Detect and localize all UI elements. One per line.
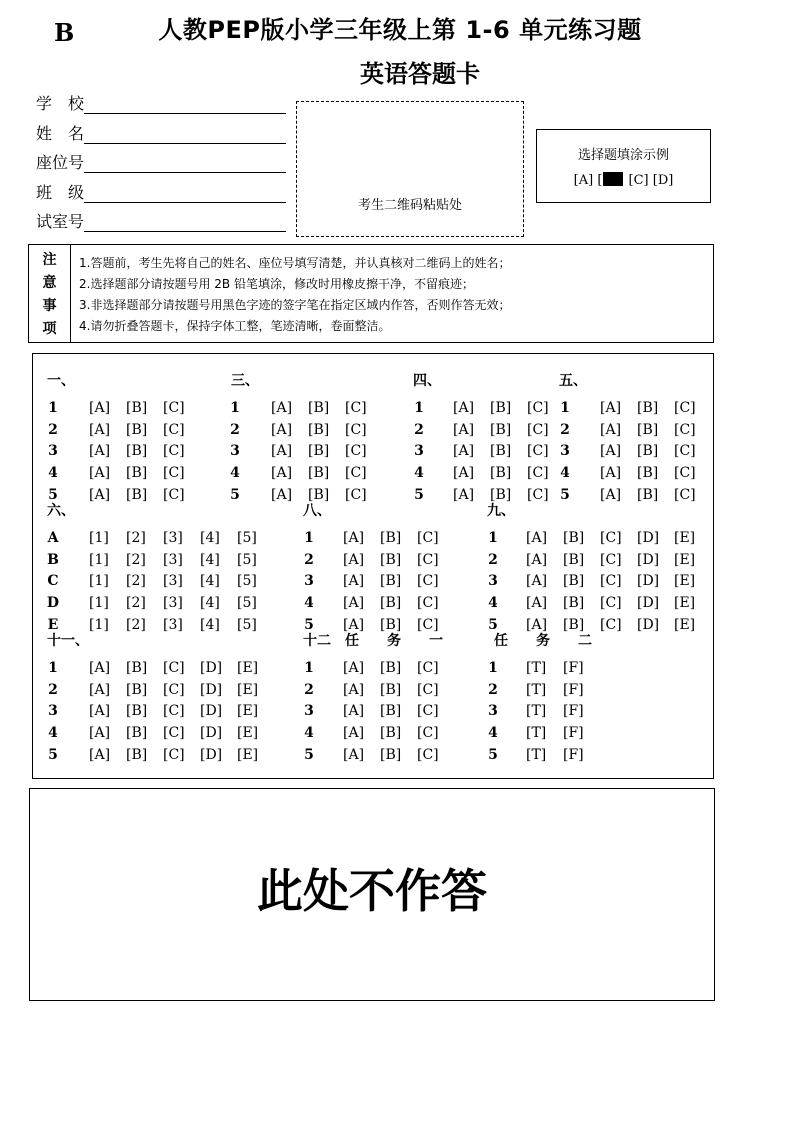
- answer-bubble[interactable]: [C]: [163, 400, 185, 416]
- school-field[interactable]: [36, 92, 286, 114]
- answer-bubble[interactable]: [E]: [237, 660, 259, 676]
- answer-bubble[interactable]: [C]: [600, 551, 622, 568]
- answer-bubble[interactable]: [4]: [200, 551, 220, 568]
- answer-bubble[interactable]: [C]: [527, 465, 549, 482]
- question-number: 1: [48, 400, 58, 416]
- answer-bubble[interactable]: [A]: [89, 681, 111, 698]
- answer-bubble[interactable]: [A]: [526, 616, 548, 633]
- answer-bubble[interactable]: [B]: [637, 443, 659, 460]
- answer-bubble[interactable]: [E]: [674, 530, 696, 546]
- notice-item: 2.选择题部分请按题号用 2B 铅笔填涂，修改时用橡皮擦干净，不留痕迹；: [79, 277, 474, 291]
- answer-bubble[interactable]: [C]: [527, 400, 549, 416]
- answer-bubble[interactable]: [B]: [126, 465, 148, 482]
- question-number: 2: [304, 551, 314, 568]
- no-answer-area: [29, 788, 715, 1001]
- fill-example-after: [C] [D]: [624, 173, 674, 188]
- answer-bubble[interactable]: [A]: [526, 595, 548, 612]
- answer-bubble[interactable]: [4]: [200, 616, 220, 633]
- notice-heading-char: 项: [42, 321, 57, 338]
- answer-bubble[interactable]: [4]: [200, 573, 220, 590]
- answer-bubble[interactable]: [B]: [380, 660, 402, 676]
- answer-bubble[interactable]: [2]: [126, 551, 146, 568]
- question-number: 2: [230, 421, 240, 438]
- answer-bubble[interactable]: [C]: [163, 681, 185, 698]
- question-number: 5: [414, 486, 424, 503]
- fill-example-box: [536, 129, 711, 203]
- fill-example-row: [537, 172, 710, 188]
- answer-bubble[interactable]: [A]: [271, 486, 293, 503]
- answer-bubble[interactable]: [B]: [563, 530, 585, 546]
- qr-code-sticker-area: [296, 101, 524, 237]
- answer-grid: [32, 353, 714, 779]
- answer-bubble[interactable]: [A]: [271, 400, 293, 416]
- answer-bubble[interactable]: [E]: [237, 703, 259, 720]
- answer-bubble[interactable]: [1]: [89, 530, 109, 546]
- answer-bubble[interactable]: [3]: [163, 551, 183, 568]
- answer-bubble[interactable]: [1]: [89, 616, 109, 633]
- field-line[interactable]: [84, 123, 286, 144]
- answer-bubble[interactable]: [B]: [637, 400, 659, 416]
- answer-bubble[interactable]: [C]: [163, 443, 185, 460]
- answer-bubble[interactable]: [B]: [380, 530, 402, 546]
- answer-bubble[interactable]: [C]: [163, 725, 185, 742]
- answer-bubble[interactable]: [T]: [526, 746, 547, 763]
- question-number: 5: [560, 486, 570, 503]
- answer-bubble[interactable]: [D]: [637, 573, 660, 590]
- answer-bubble[interactable]: [B]: [380, 746, 402, 763]
- notice-box: [28, 244, 714, 343]
- question-number: 1: [414, 400, 424, 416]
- answer-bubble[interactable]: [B]: [490, 400, 512, 416]
- question-number: 5: [304, 746, 314, 763]
- question-number: 4: [304, 725, 314, 742]
- answer-bubble[interactable]: [A]: [89, 725, 111, 742]
- answer-bubble[interactable]: [C]: [417, 725, 439, 742]
- answer-bubble[interactable]: [4]: [200, 530, 220, 546]
- answer-bubble[interactable]: [B]: [126, 725, 148, 742]
- question-number: 1: [48, 660, 58, 676]
- answer-bubble[interactable]: [B]: [490, 443, 512, 460]
- answer-bubble[interactable]: [E]: [237, 725, 259, 742]
- answer-bubble[interactable]: [5]: [237, 530, 257, 546]
- question-number: 1: [560, 400, 570, 416]
- answer-bubble[interactable]: [A]: [89, 421, 111, 438]
- answer-bubble[interactable]: [C]: [674, 465, 696, 482]
- answer-bubble[interactable]: [1]: [89, 595, 109, 612]
- question-number: 1: [304, 660, 314, 676]
- answer-bubble[interactable]: [A]: [600, 443, 622, 460]
- answer-bubble[interactable]: [A]: [89, 746, 111, 763]
- question-number: 4: [230, 465, 240, 482]
- answer-bubble[interactable]: [A]: [600, 465, 622, 482]
- question-number: 4: [488, 595, 498, 612]
- answer-bubble[interactable]: [A]: [526, 530, 548, 546]
- question-number: 5: [304, 616, 314, 633]
- field-label: 姓 名: [36, 124, 85, 143]
- answer-bubble[interactable]: [C]: [163, 421, 185, 438]
- answer-bubble[interactable]: [F]: [563, 703, 584, 720]
- question-number: 3: [230, 443, 240, 460]
- notice-heading-char: 注: [42, 251, 57, 268]
- answer-bubble[interactable]: [C]: [163, 465, 185, 482]
- answer-bubble[interactable]: [C]: [674, 486, 696, 503]
- answer-bubble[interactable]: [B]: [126, 400, 148, 416]
- answer-bubble[interactable]: [A]: [526, 573, 548, 590]
- answer-bubble[interactable]: [C]: [527, 486, 549, 503]
- question-number: 1: [488, 660, 498, 676]
- answer-bubble[interactable]: [E]: [674, 616, 696, 633]
- question-number: C: [47, 573, 59, 590]
- exam-room-field[interactable]: [36, 210, 286, 232]
- question-number: 1: [304, 530, 314, 546]
- answer-bubble[interactable]: [E]: [674, 595, 696, 612]
- question-number: D: [46, 595, 60, 612]
- answer-bubble[interactable]: [C]: [674, 443, 696, 460]
- question-number: 2: [560, 421, 570, 438]
- fill-example-title: 选择题填涂示例: [577, 148, 669, 163]
- answer-bubble[interactable]: [B]: [490, 421, 512, 438]
- question-number: 3: [488, 703, 498, 720]
- answer-bubble[interactable]: [C]: [527, 443, 549, 460]
- answer-bubble[interactable]: [A]: [271, 465, 293, 482]
- answer-bubble[interactable]: [B]: [490, 465, 512, 482]
- question-number: 5: [230, 486, 240, 503]
- section-title: 十二 任 务 一: [303, 633, 443, 649]
- question-number: 3: [304, 573, 314, 590]
- answer-bubble[interactable]: [B]: [308, 465, 330, 482]
- answer-bubble[interactable]: [A]: [89, 400, 111, 416]
- answer-bubble[interactable]: [C]: [417, 530, 439, 546]
- answer-bubble[interactable]: [C]: [417, 616, 439, 633]
- answer-bubble[interactable]: [A]: [271, 443, 293, 460]
- filled-bubble-icon: [603, 172, 623, 186]
- answer-bubble[interactable]: [C]: [417, 551, 439, 568]
- question-number: 2: [48, 421, 58, 438]
- field-label: 座位号: [36, 153, 85, 172]
- answer-bubble[interactable]: [B]: [308, 443, 330, 460]
- question-number: 5: [48, 486, 58, 503]
- question-number: 4: [560, 465, 570, 482]
- answer-bubble[interactable]: [B]: [637, 421, 659, 438]
- answer-bubble[interactable]: [E]: [237, 681, 259, 698]
- answer-bubble[interactable]: [B]: [126, 660, 148, 676]
- answer-bubble[interactable]: [D]: [637, 595, 660, 612]
- answer-bubble[interactable]: [A]: [343, 681, 365, 698]
- fill-example-before: [A] [: [573, 173, 603, 188]
- answer-bubble[interactable]: [C]: [417, 681, 439, 698]
- answer-bubble[interactable]: [C]: [163, 746, 185, 763]
- answer-bubble[interactable]: [B]: [308, 421, 330, 438]
- answer-bubble[interactable]: [C]: [527, 421, 549, 438]
- question-number: B: [47, 551, 59, 568]
- question-number: 2: [304, 681, 314, 698]
- answer-bubble[interactable]: [B]: [380, 551, 402, 568]
- answer-bubble[interactable]: [B]: [126, 486, 148, 503]
- answer-bubble[interactable]: [D]: [200, 660, 223, 676]
- section-title: 三、: [231, 373, 259, 389]
- page-title: 人教PEP版小学三年级上第 1-6 单元练习题: [158, 16, 642, 44]
- answer-bubble[interactable]: [C]: [345, 400, 367, 416]
- answer-bubble[interactable]: [B]: [563, 573, 585, 590]
- section-title: 八、: [303, 503, 331, 519]
- answer-bubble[interactable]: [A]: [343, 551, 365, 568]
- answer-bubble[interactable]: [C]: [345, 465, 367, 482]
- answer-bubble[interactable]: [C]: [417, 703, 439, 720]
- name-field[interactable]: [36, 122, 286, 144]
- answer-bubble[interactable]: [A]: [600, 400, 622, 416]
- answer-bubble[interactable]: [A]: [89, 465, 111, 482]
- answer-bubble[interactable]: [C]: [345, 421, 367, 438]
- question-number: 3: [488, 573, 498, 590]
- answer-bubble[interactable]: [T]: [526, 725, 547, 742]
- question-number: 3: [48, 703, 58, 720]
- answer-bubble[interactable]: [C]: [163, 703, 185, 720]
- answer-bubble[interactable]: [A]: [89, 443, 111, 460]
- qr-code-label: 考生二维码粘贴处: [357, 198, 462, 213]
- question-number: 3: [304, 703, 314, 720]
- answer-bubble[interactable]: [B]: [380, 725, 402, 742]
- answer-bubble[interactable]: [F]: [563, 681, 584, 698]
- field-label: 班 级: [36, 183, 85, 202]
- answer-bubble[interactable]: [A]: [600, 486, 622, 503]
- paper-version-letter: B: [54, 18, 75, 47]
- answer-bubble[interactable]: [2]: [126, 595, 146, 612]
- field-label: 试室号: [36, 212, 85, 231]
- answer-bubble[interactable]: [B]: [308, 400, 330, 416]
- field-line[interactable]: [84, 211, 286, 232]
- field-line[interactable]: [84, 182, 286, 203]
- answer-bubble[interactable]: [D]: [637, 616, 660, 633]
- answer-bubble[interactable]: [A]: [343, 660, 365, 676]
- answer-bubble[interactable]: [E]: [674, 551, 696, 568]
- section-title: 四、: [413, 373, 441, 389]
- answer-bubble[interactable]: [B]: [563, 551, 585, 568]
- answer-bubble[interactable]: [A]: [453, 421, 475, 438]
- question-number: 1: [488, 530, 498, 546]
- answer-bubble[interactable]: [5]: [237, 616, 257, 633]
- answer-bubble[interactable]: [A]: [600, 421, 622, 438]
- question-number: 2: [488, 551, 498, 568]
- question-number: 5: [488, 746, 498, 763]
- answer-bubble[interactable]: [2]: [126, 530, 146, 546]
- section-title: 一、: [47, 373, 75, 389]
- answer-bubble[interactable]: [A]: [89, 703, 111, 720]
- answer-bubble[interactable]: [2]: [126, 616, 146, 633]
- question-number: A: [47, 530, 59, 546]
- answer-bubble[interactable]: [A]: [453, 400, 475, 416]
- answer-bubble[interactable]: [B]: [380, 573, 402, 590]
- field-line[interactable]: [84, 152, 286, 173]
- answer-bubble[interactable]: [1]: [89, 551, 109, 568]
- answer-bubble[interactable]: [C]: [417, 595, 439, 612]
- section-title: 六、: [47, 503, 75, 519]
- seat-number-field[interactable]: [36, 151, 286, 173]
- answer-bubble[interactable]: [5]: [237, 573, 257, 590]
- answer-bubble[interactable]: [C]: [163, 486, 185, 503]
- answer-bubble[interactable]: [F]: [563, 746, 584, 763]
- question-number: 4: [488, 725, 498, 742]
- answer-bubble[interactable]: [A]: [453, 486, 475, 503]
- answer-bubble[interactable]: [C]: [345, 486, 367, 503]
- question-number: 3: [560, 443, 570, 460]
- answer-bubble[interactable]: [T]: [526, 703, 547, 720]
- question-number: 2: [414, 421, 424, 438]
- answer-bubble[interactable]: [A]: [89, 486, 111, 503]
- answer-bubble[interactable]: [B]: [126, 681, 148, 698]
- answer-bubble[interactable]: [B]: [380, 681, 402, 698]
- question-number: 4: [48, 465, 58, 482]
- answer-bubble[interactable]: [B]: [126, 746, 148, 763]
- answer-bubble[interactable]: [A]: [89, 660, 111, 676]
- notice-item: 4.请勿折叠答题卡，保持字体工整，笔迹清晰，卷面整洁。: [79, 319, 391, 333]
- question-number: 5: [48, 746, 58, 763]
- question-number: 5: [488, 616, 498, 633]
- answer-bubble[interactable]: [3]: [163, 530, 183, 546]
- answer-bubble[interactable]: [A]: [453, 443, 475, 460]
- answer-bubble[interactable]: [A]: [343, 595, 365, 612]
- section-title: 十一、: [47, 633, 89, 649]
- answer-bubble[interactable]: [C]: [417, 660, 439, 676]
- answer-bubble[interactable]: [C]: [417, 746, 439, 763]
- answer-bubble[interactable]: [D]: [200, 681, 223, 698]
- answer-bubble[interactable]: [B]: [563, 595, 585, 612]
- answer-bubble[interactable]: [E]: [237, 746, 259, 763]
- answer-bubble[interactable]: [A]: [271, 421, 293, 438]
- answer-bubble[interactable]: [D]: [200, 746, 223, 763]
- answer-bubble[interactable]: [B]: [490, 486, 512, 503]
- answer-bubble[interactable]: [C]: [417, 573, 439, 590]
- answer-bubble[interactable]: [D]: [200, 725, 223, 742]
- question-number: 4: [48, 725, 58, 742]
- answer-bubble[interactable]: [F]: [563, 725, 584, 742]
- answer-bubble[interactable]: [C]: [345, 443, 367, 460]
- field-line[interactable]: [84, 93, 286, 114]
- answer-bubble[interactable]: [C]: [600, 573, 622, 590]
- answer-bubble[interactable]: [2]: [126, 573, 146, 590]
- answer-bubble[interactable]: [B]: [637, 486, 659, 503]
- question-number: 1: [230, 400, 240, 416]
- answer-bubble[interactable]: [E]: [674, 573, 696, 590]
- question-number: E: [47, 616, 59, 633]
- answer-bubble[interactable]: [A]: [526, 551, 548, 568]
- answer-bubble[interactable]: [B]: [380, 595, 402, 612]
- answer-bubble[interactable]: [1]: [89, 573, 109, 590]
- answer-bubble[interactable]: [A]: [453, 465, 475, 482]
- answer-bubble[interactable]: [C]: [674, 421, 696, 438]
- answer-bubble[interactable]: [C]: [600, 616, 622, 633]
- answer-bubble[interactable]: [B]: [308, 486, 330, 503]
- answer-bubble[interactable]: [B]: [380, 703, 402, 720]
- answer-bubble[interactable]: [A]: [343, 725, 365, 742]
- answer-bubble[interactable]: [T]: [526, 681, 547, 698]
- notice-item: 3.非选择题部分请按题号用黑色字迹的签字笔在指定区域内作答，否则作答无效；: [79, 298, 511, 312]
- answer-bubble[interactable]: [4]: [200, 595, 220, 612]
- answer-bubble[interactable]: [3]: [163, 573, 183, 590]
- page-subtitle: 英语答题卡: [360, 60, 480, 88]
- question-number: 4: [304, 595, 314, 612]
- answer-bubble[interactable]: [D]: [200, 703, 223, 720]
- answer-bubble[interactable]: [T]: [526, 660, 547, 676]
- question-number: 3: [48, 443, 58, 460]
- answer-bubble[interactable]: [C]: [674, 400, 696, 416]
- notice-heading-char: 事: [42, 298, 57, 315]
- question-number: 3: [414, 443, 424, 460]
- answer-bubble[interactable]: [B]: [563, 616, 585, 633]
- answer-bubble[interactable]: [A]: [343, 703, 365, 720]
- notice-item: 1.答题前，考生先将自己的姓名、座位号填写清楚，并认真核对二维码上的姓名；: [79, 256, 511, 270]
- notice-heading: [29, 245, 71, 342]
- answer-bubble[interactable]: [B]: [126, 443, 148, 460]
- answer-bubble[interactable]: [D]: [637, 530, 660, 546]
- question-number: 2: [48, 681, 58, 698]
- answer-bubble[interactable]: [A]: [343, 573, 365, 590]
- field-label: 学 校: [36, 94, 85, 113]
- notice-list: [79, 253, 510, 337]
- answer-bubble[interactable]: [A]: [343, 616, 365, 633]
- answer-bubble[interactable]: [3]: [163, 616, 183, 633]
- section-title: 九、: [487, 503, 515, 519]
- answer-bubble[interactable]: [A]: [343, 746, 365, 763]
- answer-bubble[interactable]: [A]: [343, 530, 365, 546]
- answer-bubble[interactable]: [D]: [637, 551, 660, 568]
- answer-bubble[interactable]: [5]: [237, 551, 257, 568]
- answer-bubble[interactable]: [C]: [600, 595, 622, 612]
- answer-bubble[interactable]: [5]: [237, 595, 257, 612]
- answer-bubble[interactable]: [C]: [163, 660, 185, 676]
- no-answer-text: 此处不作答: [257, 864, 487, 918]
- class-field[interactable]: [36, 181, 286, 203]
- answer-bubble[interactable]: [B]: [380, 616, 402, 633]
- section-title: 五、: [559, 373, 587, 389]
- answer-bubble[interactable]: [C]: [600, 530, 622, 546]
- question-number: 4: [414, 465, 424, 482]
- answer-bubble[interactable]: [B]: [637, 465, 659, 482]
- answer-bubble[interactable]: [F]: [563, 660, 584, 676]
- answer-bubble[interactable]: [3]: [163, 595, 183, 612]
- answer-bubble[interactable]: [B]: [126, 703, 148, 720]
- question-number: 2: [488, 681, 498, 698]
- notice-heading-char: 意: [42, 274, 57, 291]
- answer-bubble[interactable]: [B]: [126, 421, 148, 438]
- section-title: 任 务 二: [494, 633, 592, 649]
